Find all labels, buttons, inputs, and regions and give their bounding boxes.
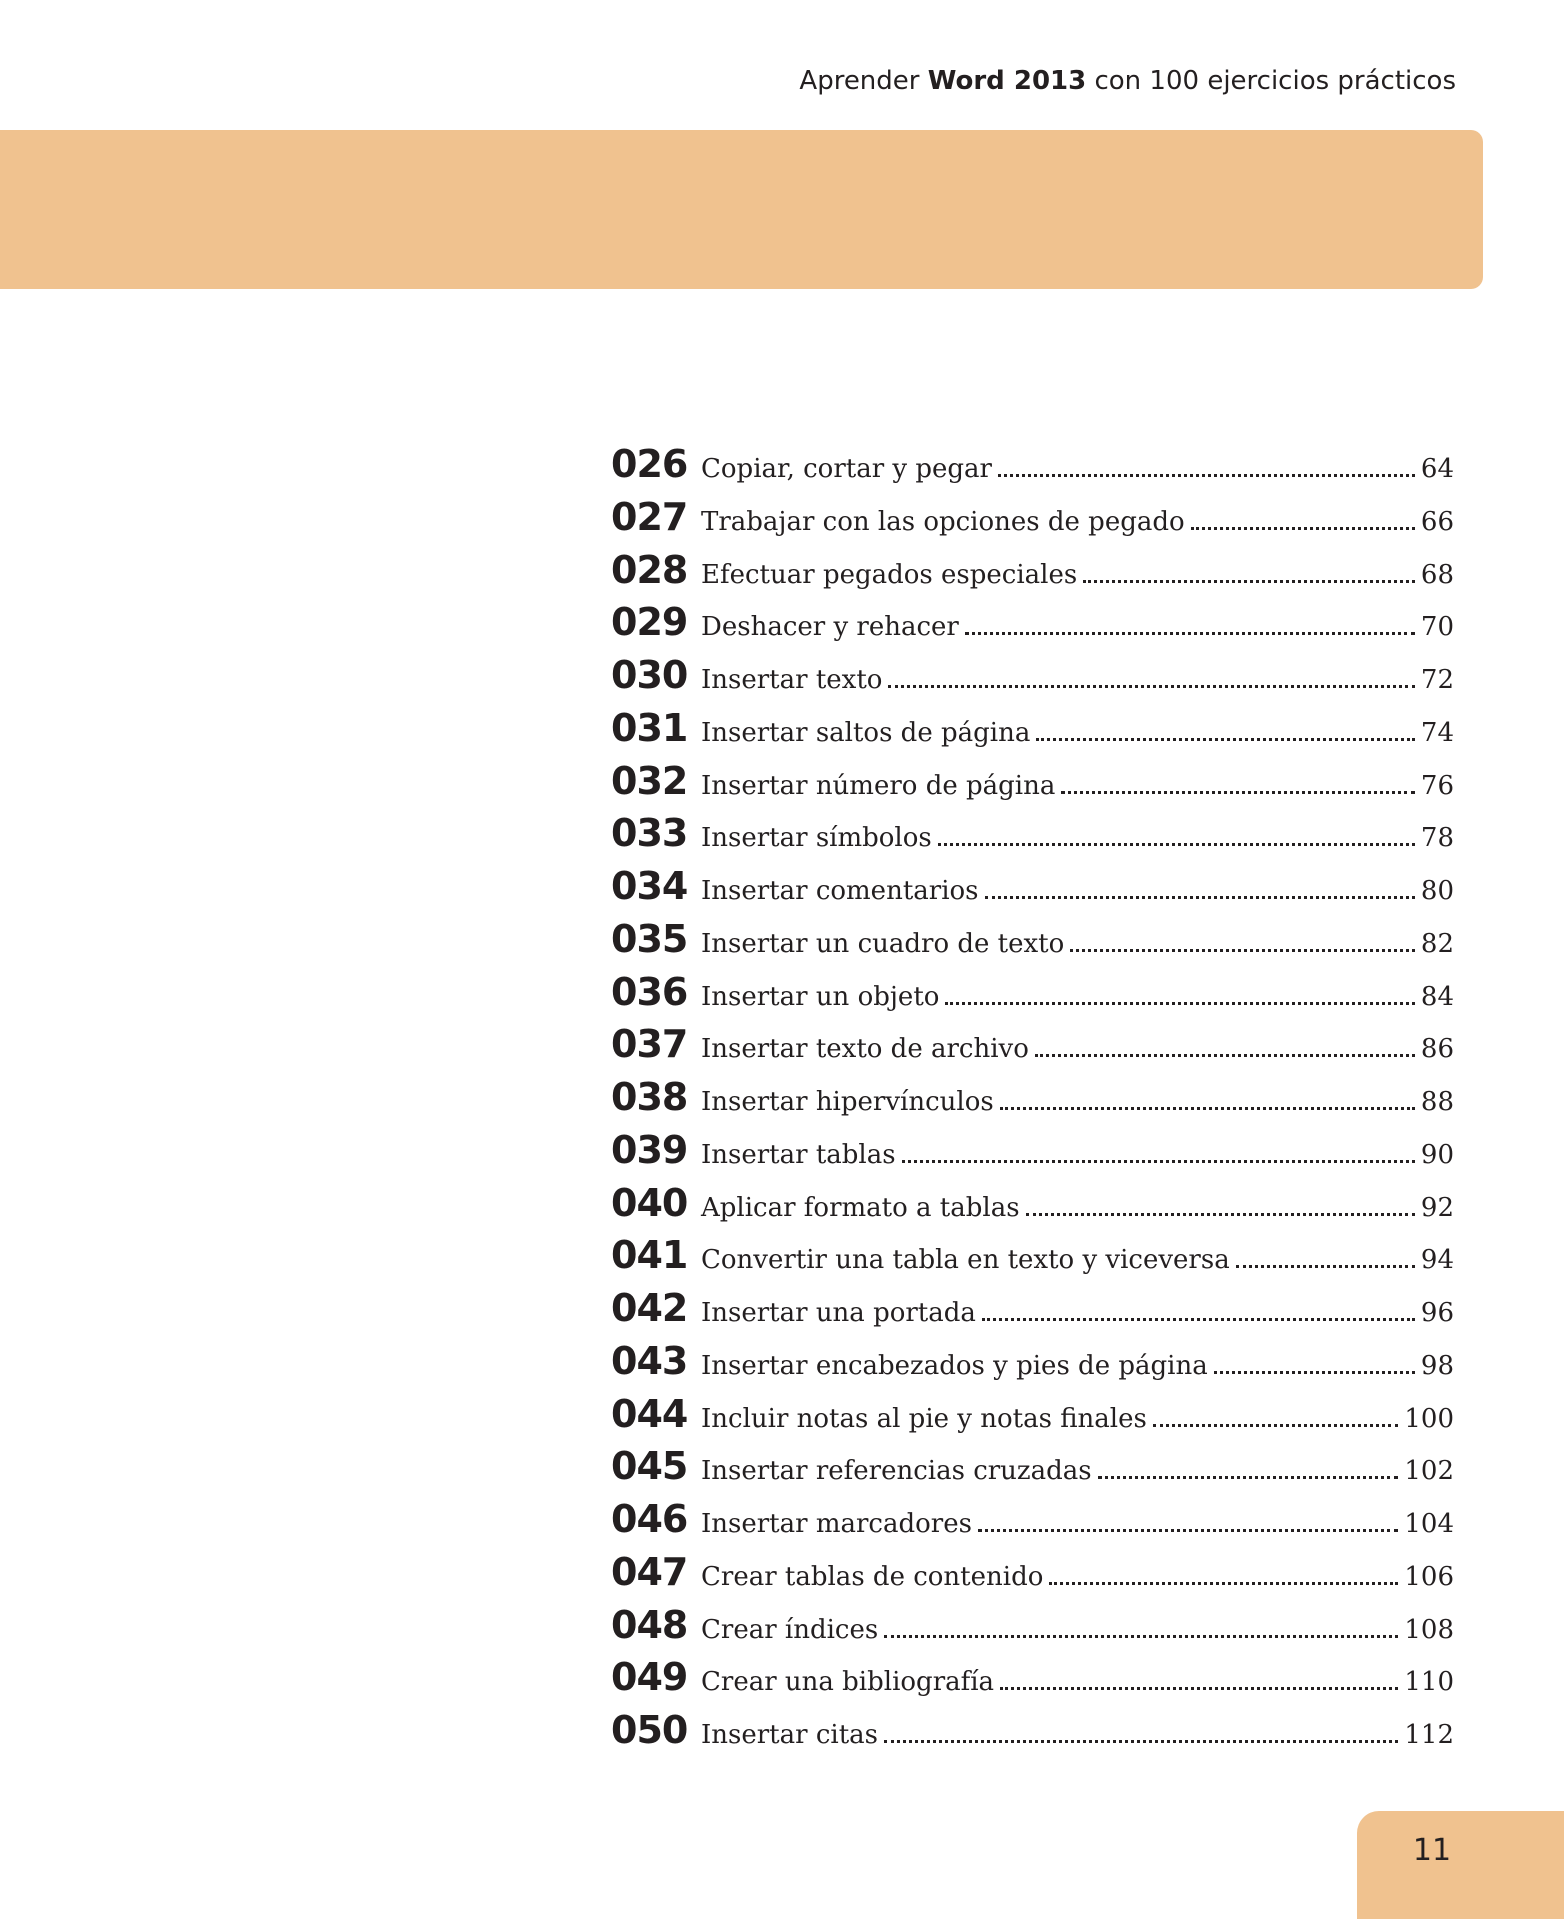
toc-entry-title: Insertar símbolos [701, 823, 932, 854]
toc-entry-page: 102 [1404, 1456, 1454, 1487]
toc-entry [611, 1603, 1454, 1656]
toc-entry-title: Convertir una tabla en texto y viceversa [701, 1245, 1230, 1276]
toc-dot-leader [945, 1002, 1414, 1005]
toc-dot-leader [965, 632, 1415, 635]
toc-entry-title: Insertar hipervínculos [701, 1087, 994, 1117]
toc-entry-number: 046 [611, 1497, 688, 1541]
toc-dot-leader [985, 896, 1415, 899]
toc-entry-page: 72 [1420, 665, 1454, 695]
toc-entry-page: 70 [1420, 612, 1454, 643]
toc-entry [611, 1655, 1454, 1708]
header-suffix: con 100 ejercicios prácticos [1094, 66, 1456, 96]
toc-dot-leader [1036, 738, 1415, 741]
toc-entry [611, 442, 1454, 495]
toc-entry-title: Crear tablas de contenido [701, 1561, 1044, 1592]
toc-dot-leader [884, 1740, 1398, 1743]
toc-entry-page: 86 [1420, 1034, 1454, 1065]
toc-entry-title: Insertar encabezados y pies de página [701, 1350, 1208, 1381]
toc-dot-leader [1083, 580, 1415, 583]
toc-dot-leader [1026, 1213, 1415, 1216]
toc-entry-page: 92 [1420, 1192, 1454, 1223]
toc-entry-number: 036 [611, 969, 688, 1014]
toc-entry [611, 917, 1454, 970]
toc-entry-page: 66 [1420, 506, 1454, 537]
toc-entry-number: 031 [611, 705, 688, 750]
toc-dot-leader [1061, 791, 1415, 794]
toc-dot-leader [1049, 1582, 1398, 1585]
toc-entry-title: Incluir notas al pie y notas finales [701, 1403, 1147, 1434]
toc-entry [611, 1339, 1454, 1392]
toc-dot-leader [888, 685, 1414, 688]
toc-entry-number: 040 [611, 1180, 688, 1225]
toc-entry-title: Crear índices [701, 1614, 879, 1645]
toc-entry [611, 970, 1454, 1023]
toc-entry-title: Copiar, cortar y pegar [701, 454, 992, 484]
toc-entry-page: 96 [1420, 1298, 1454, 1328]
toc-entry [611, 864, 1454, 917]
toc-entry [611, 495, 1454, 548]
toc-entry-number: 050 [611, 1708, 688, 1752]
toc-entry-number: 030 [611, 653, 688, 697]
toc-entry-number: 026 [611, 442, 688, 486]
page-number-tab [1357, 1811, 1564, 1919]
toc-entry [611, 1022, 1454, 1075]
toc-entry [611, 706, 1454, 759]
toc-entry-page: 110 [1404, 1667, 1454, 1698]
toc-entry-number: 033 [611, 811, 688, 856]
toc-entry-number: 041 [611, 1233, 688, 1278]
table-of-contents [611, 442, 1454, 1761]
toc-dot-leader [978, 1529, 1398, 1532]
toc-dot-leader [1035, 1054, 1415, 1057]
toc-entry-title: Insertar marcadores [701, 1509, 972, 1539]
toc-dot-leader [1000, 1687, 1398, 1690]
toc-entry [611, 1233, 1454, 1286]
toc-entry-page: 74 [1420, 717, 1454, 748]
toc-dot-leader [982, 1318, 1415, 1321]
toc-entry-number: 043 [611, 1338, 688, 1383]
toc-dot-leader [998, 474, 1415, 477]
toc-entry-number: 049 [611, 1655, 688, 1700]
toc-entry-title: Insertar número de página [701, 770, 1056, 801]
toc-entry-title: Insertar tablas [701, 1139, 896, 1170]
toc-entry-number: 032 [611, 758, 688, 803]
toc-entry-page: 68 [1420, 559, 1454, 590]
toc-entry-title: Insertar un objeto [701, 981, 940, 1012]
toc-entry-page: 78 [1420, 823, 1454, 854]
toc-entry-number: 034 [611, 864, 688, 908]
toc-entry-title: Insertar referencias cruzadas [701, 1456, 1092, 1487]
toc-entry-number: 039 [611, 1127, 688, 1172]
toc-dot-leader [1236, 1265, 1415, 1268]
toc-entry-number: 044 [611, 1391, 688, 1436]
toc-entry-title: Insertar texto de archivo [701, 1034, 1029, 1065]
toc-entry [611, 548, 1454, 601]
toc-entry-number: 035 [611, 916, 688, 961]
toc-entry-page: 100 [1404, 1403, 1454, 1434]
toc-dot-leader [884, 1635, 1398, 1638]
toc-entry-title: Insertar texto [701, 665, 883, 695]
toc-entry-page: 64 [1420, 454, 1454, 484]
toc-entry [611, 1181, 1454, 1234]
toc-dot-leader [1000, 1107, 1415, 1110]
toc-entry [611, 1444, 1454, 1497]
toc-entry-number: 048 [611, 1602, 688, 1647]
toc-entry-page: 80 [1420, 876, 1454, 906]
toc-entry-title: Insertar comentarios [701, 876, 979, 906]
toc-entry-page: 82 [1420, 928, 1454, 959]
toc-entry-page: 94 [1420, 1245, 1454, 1276]
toc-entry-page: 104 [1404, 1509, 1454, 1539]
toc-entry-title: Insertar un cuadro de texto [701, 928, 1065, 959]
toc-entry [611, 811, 1454, 864]
toc-entry-title: Crear una bibliografía [701, 1667, 995, 1698]
toc-entry-title: Insertar citas [701, 1720, 878, 1750]
toc-entry-page: 90 [1420, 1139, 1454, 1170]
toc-entry [611, 653, 1454, 706]
toc-entry-number: 042 [611, 1286, 688, 1330]
toc-dot-leader [1153, 1424, 1399, 1427]
toc-entry-title: Insertar una portada [701, 1298, 976, 1328]
toc-dot-leader [1214, 1371, 1415, 1374]
toc-entry-page: 98 [1420, 1350, 1454, 1381]
toc-entry-page: 112 [1404, 1720, 1454, 1750]
toc-entry [611, 1497, 1454, 1550]
toc-entry-page: 76 [1420, 770, 1454, 801]
toc-entry [611, 1075, 1454, 1128]
toc-entry-title: Deshacer y rehacer [701, 612, 959, 643]
toc-dot-leader [902, 1160, 1415, 1163]
toc-entry-page: 108 [1404, 1614, 1454, 1645]
page-number: 11 [1412, 1833, 1452, 1868]
toc-entry-number: 038 [611, 1075, 688, 1119]
toc-entry [611, 759, 1454, 812]
header-product: Word 2013 [927, 66, 1087, 96]
toc-entry [611, 1392, 1454, 1445]
toc-dot-leader [938, 843, 1415, 846]
running-header [799, 66, 1456, 96]
toc-entry [611, 1708, 1454, 1761]
toc-entry-title: Insertar saltos de página [701, 717, 1031, 748]
toc-entry-title: Trabajar con las opciones de pegado [701, 506, 1185, 537]
toc-dot-leader [1070, 949, 1415, 952]
toc-entry-page: 84 [1420, 981, 1454, 1012]
toc-entry [611, 1550, 1454, 1603]
header-color-band [0, 130, 1483, 289]
toc-entry-title: Efectuar pegados especiales [701, 559, 1078, 590]
toc-entry-number: 029 [611, 600, 688, 645]
toc-entry-page: 106 [1404, 1561, 1454, 1592]
toc-entry [611, 600, 1454, 653]
toc-entry [611, 1286, 1454, 1339]
toc-entry-number: 028 [611, 547, 688, 592]
toc-dot-leader [1098, 1476, 1399, 1479]
toc-entry-title: Aplicar formato a tablas [701, 1192, 1020, 1223]
header-prefix: Aprender [799, 66, 920, 96]
toc-dot-leader [1191, 527, 1415, 530]
toc-entry-page: 88 [1420, 1087, 1454, 1117]
toc-entry-number: 027 [611, 494, 688, 539]
toc-entry-number: 047 [611, 1549, 688, 1594]
toc-entry [611, 1128, 1454, 1181]
toc-entry-number: 037 [611, 1022, 688, 1067]
toc-entry-number: 045 [611, 1444, 688, 1489]
